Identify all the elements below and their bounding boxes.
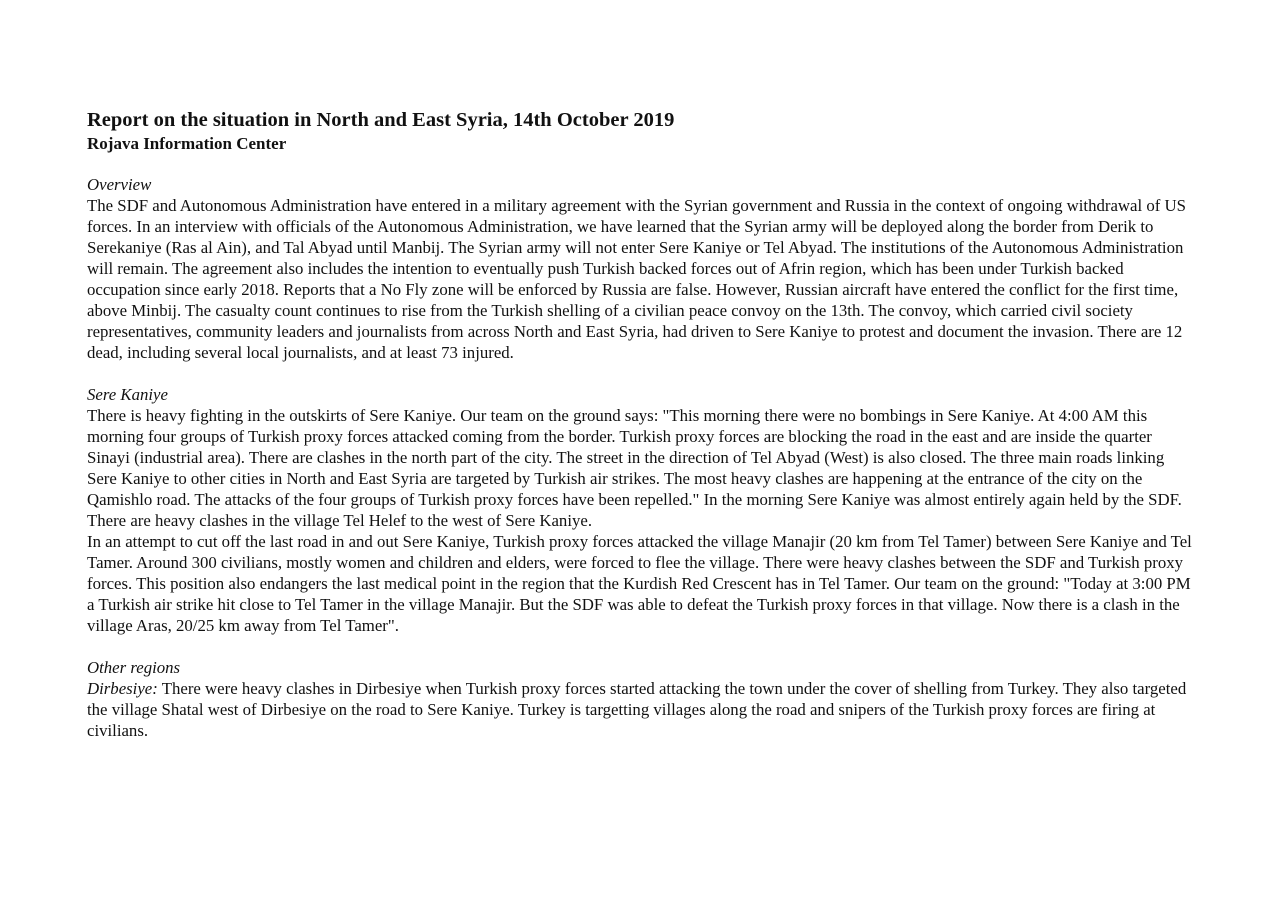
report-page <box>87 108 1197 762</box>
other-regions-paragraph <box>87 678 1197 741</box>
section-other-regions <box>87 657 1197 741</box>
section-overview <box>87 174 1197 363</box>
section-sere-kaniye <box>87 384 1197 636</box>
sere-kaniye-paragraph-1: There is heavy fighting in the outskirts of Sere Kaniye. Our team on the ground says: "This morning there were no bombings in Sere Kaniye. At 4:00 AM this morning four groups of Turkish proxy forces attacked coming from the border. Turkish proxy forces are blocking the road in the east and are inside the quarter Sinayi (industrial area). There are clashes in the north part of the city. The street in the direction of Tel Abyad (West) is also closed. The three main roads linking Sere Kaniye to other cities in North and East Syria are targeted by Turkish air strikes. The most heavy clashes are happening at the entrance of the city on the Qamishlo road. The attacks of the four groups of Turkish proxy forces have been repelled." In the morning Sere Kaniye was almost entirely again held by the SDF. There are heavy clashes in the village Tel Helef to the west of Sere Kaniye. <box>87 406 1182 530</box>
sere-kaniye-paragraph-2: In an attempt to cut off the last road in and out Sere Kaniye, Turkish proxy forces attacked the village Manajir (20 km from Tel Tamer) between Sere Kaniye and Tel Tamer. Around 300 civilians, mostly women and children and elders, were forced to flee the village. There were heavy clashes between the SDF and Turkish proxy forces. This position also endangers the last medical point in the region that the Kurdish Red Crescent has in Tel Tamer. Our team on the ground: "Today at 3:00 PM a Turkish air strike hit close to Tel Tamer in the village Manajir. But the SDF was able to defeat the Turkish proxy forces in that village. Now there is a clash in the village Aras, 20/25 km away from Tel Tamer". <box>87 532 1192 635</box>
overview-paragraph: The SDF and Autonomous Administration have entered in a military agreement with the Syrian government and Russia in the context of ongoing withdrawal of US forces. In an interview with officials of the Autonomous Administration, we have learned that the Syrian army will be deployed along the border from Derik to Serekaniye (Ras al Ain), and Tal Abyad until Manbij. The Syrian army will not enter Sere Kaniye or Tel Abyad. The institutions of the Autonomous Administration will remain. The agreement also includes the intention to eventually push Turkish backed forces out of Afrin region, which has been under Turkish backed occupation since early 2018. Reports that a No Fly zone will be enforced by Russia are false. However, Russian aircraft have entered the conflict for the first time, above Minbij. The casualty count continues to rise from the Turkish shelling of a civilian peace convoy on the 13th. The convoy, which carried civil society representatives, community leaders and journalists from across North and East Syria, had driven to Sere Kaniye to protest and document the invasion. There are 12 dead, including several local journalists, and at least 73 injured. <box>87 196 1186 362</box>
section-heading-overview: Overview <box>87 175 152 194</box>
report-author: Rojava Information Center <box>87 134 287 153</box>
section-heading-other-regions: Other regions <box>87 658 181 677</box>
region-label-dirbesiye: Dirbesiye: <box>87 679 158 698</box>
dirbesiye-text: There were heavy clashes in Dirbesiye when Turkish proxy forces started attacking the town under the cover of shelling from Turkey. They also targeted the village Shatal west of Dirbesiye on the road to Sere Kaniye. Turkey is targetting villages along the road and snipers of the Turkish proxy forces are firing at civilians. <box>87 679 1187 740</box>
report-title: Report on the situation in North and East Syria, 14th October 2019 <box>87 109 675 131</box>
section-heading-sere-kaniye: Sere Kaniye <box>87 385 168 404</box>
